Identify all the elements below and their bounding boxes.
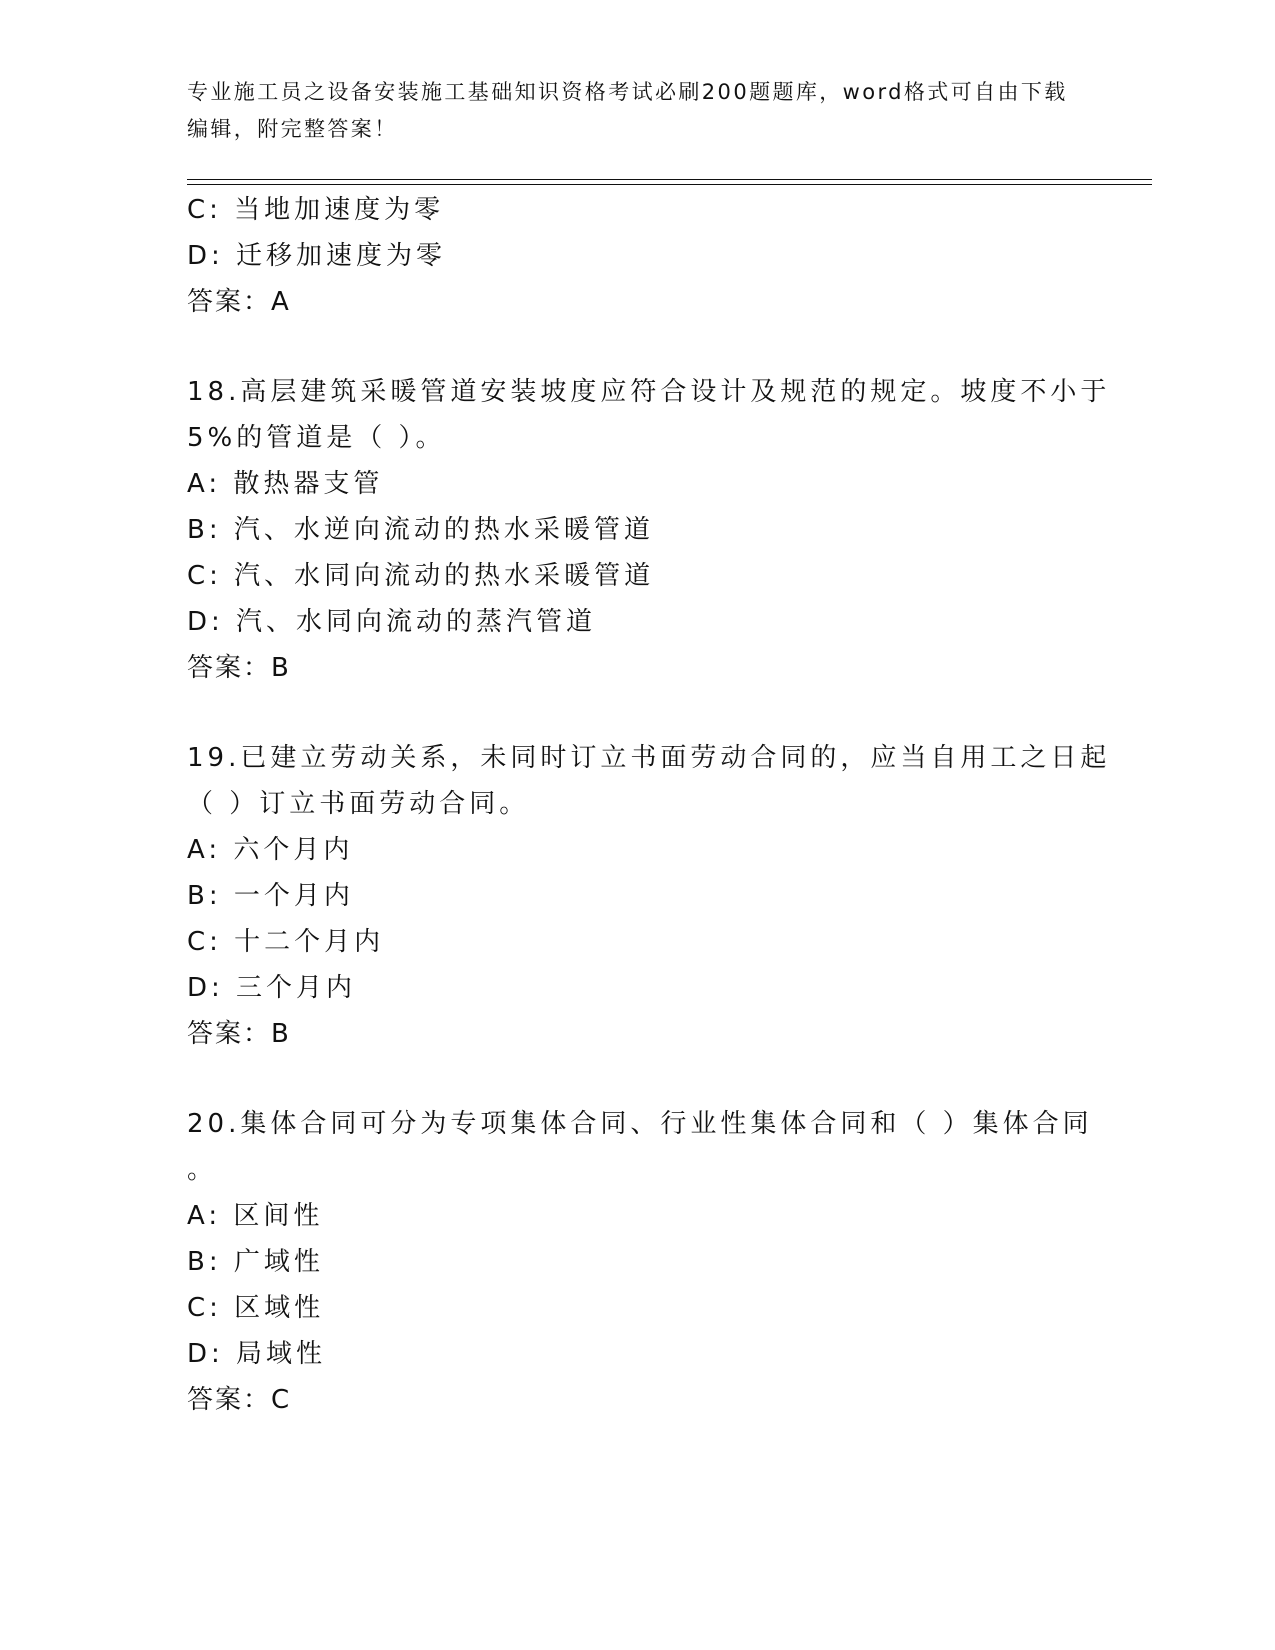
question-19 xyxy=(187,735,1111,1057)
question-stem-continued: 。 xyxy=(187,1155,218,1185)
answer-line: 答案：B xyxy=(187,1019,291,1049)
question-carryover xyxy=(187,187,1087,325)
option-a: A: 六个月内 xyxy=(187,835,354,865)
option-b: B: 广域性 xyxy=(187,1247,324,1277)
question-stem-continued: （ ）订立书面劳动合同。 xyxy=(187,789,530,819)
answer-line: 答案：C xyxy=(187,1385,292,1415)
spacer xyxy=(187,691,1087,735)
option-d: D: 迁移加速度为零 xyxy=(187,241,447,271)
option-b: B: 汽、水逆向流动的热水采暖管道 xyxy=(187,515,654,545)
option-c: C: 当地加速度为零 xyxy=(187,195,445,225)
question-20 xyxy=(187,1101,1093,1423)
answer-line: 答案：B xyxy=(187,653,291,683)
question-stem: 18.高层建筑采暖管道安装坡度应符合设计及规范的规定。坡度不小于 xyxy=(187,377,1111,407)
option-c: C: 汽、水同向流动的热水采暖管道 xyxy=(187,561,655,591)
option-d: D: 三个月内 xyxy=(187,973,357,1003)
option-d: D: 局域性 xyxy=(187,1339,327,1369)
answer-line: 答案：A xyxy=(187,287,291,317)
option-c: C: 十二个月内 xyxy=(187,927,385,957)
question-stem: 19.已建立劳动关系，未同时订立书面劳动合同的，应当自用工之日起 xyxy=(187,743,1111,773)
spacer xyxy=(187,1057,1087,1101)
question-list xyxy=(187,187,1111,1423)
question-stem-continued: 5%的管道是（ ）。 xyxy=(187,423,446,453)
option-a: A: 区间性 xyxy=(187,1201,324,1231)
header-divider-top xyxy=(187,179,1152,180)
document-header: 专业施工员之设备安装施工基础知识资格考试必刷200题题库，word格式可自由下载编辑，附完整答案！ xyxy=(187,80,1068,141)
option-c: C: 区域性 xyxy=(187,1293,325,1323)
question-stem: 20.集体合同可分为专项集体合同、行业性集体合同和（ ）集体合同 xyxy=(187,1109,1093,1139)
header-divider-bottom xyxy=(187,184,1152,185)
option-d: D: 汽、水同向流动的蒸汽管道 xyxy=(187,607,597,637)
spacer xyxy=(187,325,1087,369)
question-18 xyxy=(187,369,1111,691)
option-b: B: 一个月内 xyxy=(187,881,354,911)
option-a: A: 散热器支管 xyxy=(187,469,384,499)
